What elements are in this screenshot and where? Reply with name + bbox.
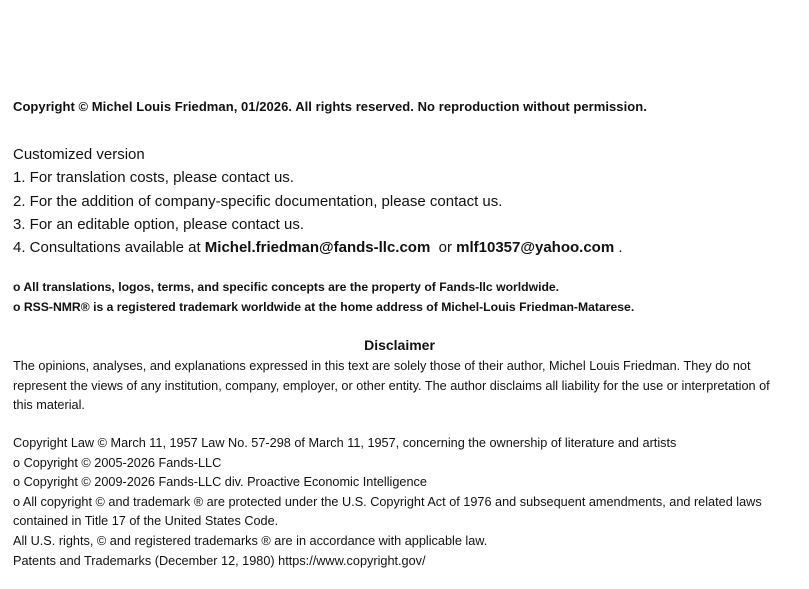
legal-line: o Copyright © 2005-2026 Fands-LLC: [13, 455, 222, 470]
customized-item: 1. For translation costs, please contact us.: [13, 169, 294, 187]
disclaimer-title: Disclaimer: [364, 337, 435, 353]
primary-email[interactable]: Michel.friedman@fands-llc.com: [204, 239, 431, 257]
legal-line: Copyright Law © March 11, 1957 Law No. 57-298 of March 11, 1957, concerning the ownership of literature and artists: [13, 436, 677, 450]
consultations-suffix: .: [614, 239, 623, 257]
copyright-notice: Copyright © Michel Louis Friedman, 01/2026. All rights reserved. No reproduction without permission.: [13, 99, 647, 114]
legal-line: Patents and Trademarks (December 12, 1980) https://www.copyright.gov/: [13, 553, 426, 568]
legal-line: o All copyright © and trademark ® are protected under the U.S. Copyright Act of 1976 and subsequent amendments, and related laws contained in Title 17 of the United States Code.: [13, 494, 762, 529]
consultations-or: or: [430, 239, 457, 257]
document-page: [13, 0, 799, 589]
consultations-prefix: 4. Consultations available at: [13, 239, 205, 257]
property-notices: [13, 277, 634, 317]
disclaimer-body: The opinions, analyses, and explanations expressed in this text are solely those of their author, Michel Louis Friedman. They do not represent the views of any institution, company, employer, or other entity. The author disclaims all liability for the use or interpretation of this material.: [13, 359, 770, 413]
legal-section: [13, 434, 793, 571]
customized-heading: Customized version: [13, 146, 145, 163]
customized-version-section: [13, 143, 793, 259]
consultations-line: [13, 236, 793, 259]
customized-item: 2. For the addition of company-specific documentation, please contact us.: [13, 192, 503, 210]
secondary-email[interactable]: mlf10357@yahoo.com: [456, 239, 615, 257]
legal-line: o Copyright © 2009-2026 Fands-LLC div. Proactive Economic Intelligence: [13, 475, 427, 490]
notice-line: o RSS-NMR® is a registered trademark worldwide at the home address of Michel-Louis Friedman-Matarese.: [13, 300, 635, 314]
notice-line: o All translations, logos, terms, and specific concepts are the property of Fands-llc worldwide.: [13, 280, 560, 294]
legal-line: All U.S. rights, © and registered trademarks ® are in accordance with applicable law.: [13, 533, 488, 548]
customized-item: 3. For an editable option, please contact us.: [13, 215, 305, 233]
